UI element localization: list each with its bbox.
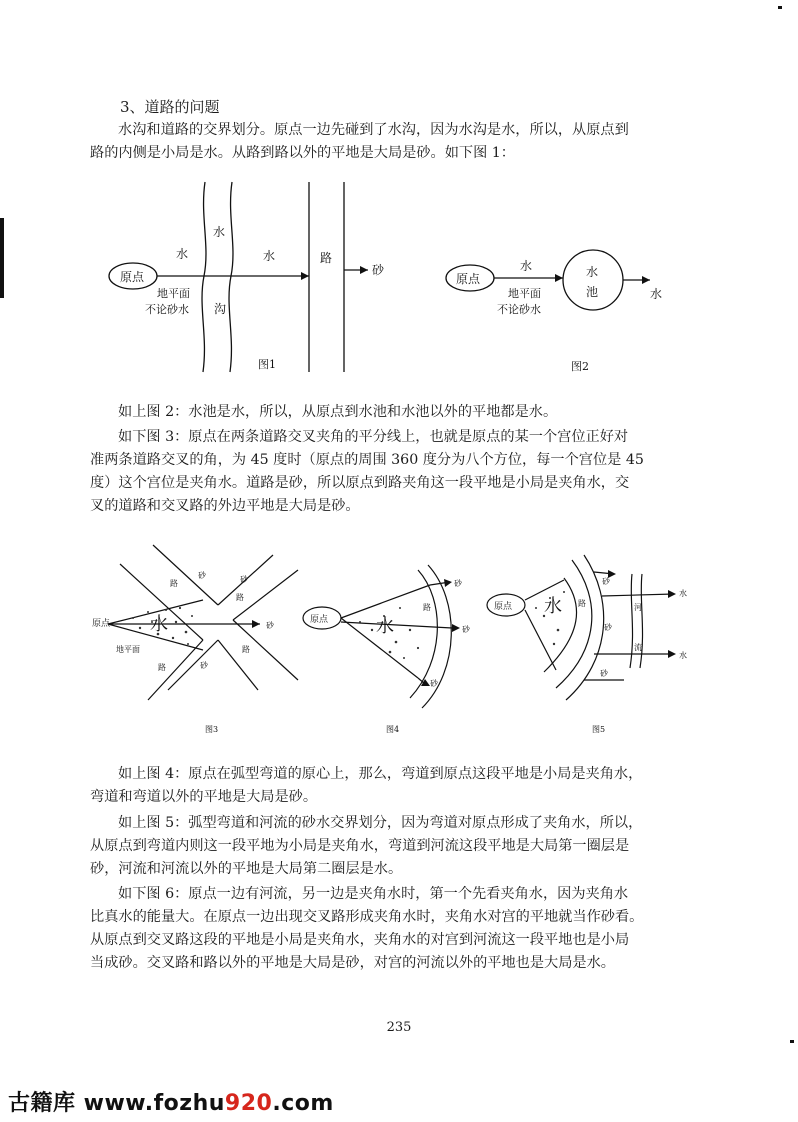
ditch-line-right [229, 182, 233, 372]
sand-top-label: 砂 [454, 579, 462, 588]
sand-low-label: 砂 [600, 669, 608, 678]
sand-bottom-label: 砂 [430, 679, 438, 688]
dot [185, 631, 188, 634]
water-label: 水 [544, 596, 562, 617]
arrow-head [668, 650, 676, 658]
dot [147, 611, 149, 613]
dot [191, 615, 193, 617]
dot [553, 643, 555, 645]
road-label: 路 [170, 579, 178, 588]
ground-label: 地平面 [116, 645, 140, 654]
paragraph-line: 如下图 6：原点一边有河流，另一边是夹角水时，第一个先看夹角水，因为夹角水 [118, 886, 629, 902]
paragraph-5 [90, 812, 702, 881]
section-heading: 3、道路的问题 [120, 98, 220, 116]
scan-artifact [778, 6, 782, 9]
arrow-head [452, 624, 460, 632]
dot [187, 643, 189, 645]
dot [395, 641, 398, 644]
paragraph-line: 从原点到交叉路这段的平地是小局是夹角水，夹角水的对宫到河流这一段平地也是小局 [90, 932, 630, 948]
road-label: 路 [578, 599, 586, 608]
figure-4 [300, 560, 490, 740]
ground-label-2: 不论砂水 [497, 303, 541, 316]
road-label: 路 [158, 663, 166, 672]
origin-label: 原点 [92, 619, 111, 629]
lower-ray [525, 610, 556, 670]
paragraph-line: 如上图 4：原点在弧型弯道的原心上，那么，弯道到原点这段平地是小局是夹角水， [118, 766, 643, 782]
paragraph-2 [90, 401, 702, 424]
scan-artifact [790, 1040, 794, 1043]
road-edge [153, 545, 218, 605]
figure-4-caption: 图4 [386, 725, 400, 734]
sand-label: 砂 [198, 571, 206, 580]
sand-top-label: 砂 [602, 577, 610, 586]
road-edge [148, 640, 203, 700]
sand-mid-label: 砂 [604, 623, 612, 632]
dot [557, 629, 560, 632]
watermark [8, 1086, 334, 1117]
river-arrow-upper [602, 594, 674, 596]
page-number: 235 [386, 1020, 412, 1035]
water-bottom-label: 水 [679, 651, 687, 660]
figure-5 [484, 550, 694, 740]
dot [175, 621, 177, 623]
figure-2-caption: 图2 [571, 360, 589, 373]
watermark-number: 920 [224, 1091, 273, 1116]
figure-1-caption: 图1 [258, 358, 276, 371]
ditch-label: 沟 [214, 302, 227, 316]
water-top-label: 水 [679, 589, 687, 598]
figure-5-caption: 图5 [592, 725, 606, 734]
origin-label: 原点 [120, 270, 145, 284]
road-label: 路 [423, 603, 431, 612]
sand-label: 砂 [372, 263, 385, 277]
paragraph-line: 叉的道路和交叉路的外边平地是大局是砂。 [90, 498, 360, 514]
water-label: 水 [376, 616, 394, 637]
paragraph-6 [90, 883, 702, 975]
figure-2 [440, 240, 680, 380]
ground-label-2: 不论砂水 [145, 303, 189, 316]
watermark-text: 古籍库 www.fozhu [8, 1091, 225, 1116]
paragraph-line: 比真水的能量大。在原点一边出现交叉路形成夹角水时，夹角水对宫的平地就当作砂看。 [90, 909, 644, 925]
paragraph-line: 水沟和道路的交界划分。原点一边先碰到了水沟，因为水沟是水，所以，从原点到 [118, 122, 629, 138]
paragraph-line: 如上图 2：水池是水，所以，从原点到水池和水池以外的平地都是水。 [118, 404, 558, 420]
water-out-label: 水 [650, 287, 663, 301]
dot [139, 627, 141, 629]
river-label-1: 河 [634, 603, 642, 612]
dot [563, 591, 565, 593]
paragraph-line: 准两条道路交叉的角，为 45 度时（原点的周围 360 度分为八个方位，每一个宫位是 45 [90, 452, 644, 468]
ditch-water-label: 水 [213, 225, 226, 239]
origin-label: 原点 [310, 615, 329, 625]
dot [172, 637, 174, 639]
arrow-head [555, 274, 563, 282]
ditch-line-left [202, 182, 206, 372]
pool-circle [563, 250, 623, 310]
water-arrow-head [642, 276, 650, 284]
paragraph-line: 砂，河流和河流以外的平地是大局第二圈层是水。 [90, 861, 403, 877]
road-label: 路 [242, 645, 250, 654]
river-label-2: 流 [634, 643, 642, 652]
sand-label: 砂 [266, 621, 274, 630]
road-edge [218, 640, 258, 690]
dot [535, 607, 537, 609]
water-left-label: 水 [520, 259, 533, 273]
watermark-tail: .com [272, 1091, 334, 1116]
paragraph-line: 如下图 3：原点在两条道路交叉夹角的平分线上，也就是原点的某一个宫位正好对 [118, 429, 629, 445]
origin-label: 原点 [456, 272, 481, 286]
sand-arrow-head [360, 266, 368, 274]
paragraph-4 [90, 763, 702, 809]
dot [389, 651, 392, 654]
paragraph-line: 弯道和弯道以外的平地是大局是砂。 [90, 789, 318, 805]
curve-outer [556, 560, 592, 688]
dot [403, 657, 405, 659]
dot [165, 609, 167, 611]
road-label: 路 [236, 593, 244, 602]
dot [179, 607, 181, 609]
arrow-head [252, 620, 260, 628]
dot [409, 629, 411, 631]
sand-label: 砂 [200, 661, 208, 670]
water-left-label: 水 [176, 247, 189, 261]
scan-artifact [0, 218, 4, 298]
figure-3 [88, 540, 300, 740]
dot [399, 607, 401, 609]
curve-inner [544, 578, 577, 672]
ground-label-1: 地平面 [157, 287, 190, 300]
paragraph-line: 从原点到弯道内则这一段平地为小局是夹角水，弯道到河流这段平地是大局第一圈层是 [90, 838, 630, 854]
water-right-label: 水 [263, 249, 276, 263]
paragraph-1 [90, 119, 702, 165]
road-label: 路 [320, 251, 333, 265]
ground-label-1: 地平面 [508, 287, 541, 300]
paragraph-line: 度）这个宫位是夹角水。道路是砂，所以原点到路夹角这一段平地是小局是夹角水，交 [90, 475, 630, 491]
paragraph-line: 路的内侧是小局是水。从路到路以外的平地是大局是砂。如下图 1： [90, 145, 515, 161]
pool-label: 池 [586, 285, 599, 299]
center-ray [341, 622, 452, 628]
sand-label: 砂 [240, 575, 248, 584]
figure-3-caption: 图3 [205, 725, 219, 734]
dot [359, 621, 361, 623]
water-label: 水 [150, 614, 168, 635]
pool-water-label: 水 [586, 265, 599, 279]
origin-label: 原点 [494, 602, 513, 612]
paragraph-line: 如上图 5：弧型弯道和河流的砂水交界划分，因为弯道对原点形成了夹角水，所以， [118, 815, 643, 831]
arrow-head [444, 579, 452, 587]
dot [132, 617, 134, 619]
upper-ray [341, 585, 430, 618]
figure-1 [100, 176, 390, 376]
curve-outer-2 [566, 555, 604, 700]
paragraph-3 [90, 426, 702, 518]
arrow-head [301, 272, 309, 280]
dot [417, 647, 419, 649]
paragraph-line: 当成砂。交叉路和路以外的平地是大局是砂，对宫的河流以外的平地也是大局是水。 [90, 955, 615, 971]
arrow-head [668, 590, 676, 598]
dot [371, 629, 373, 631]
sand-mid-label: 砂 [462, 625, 470, 634]
